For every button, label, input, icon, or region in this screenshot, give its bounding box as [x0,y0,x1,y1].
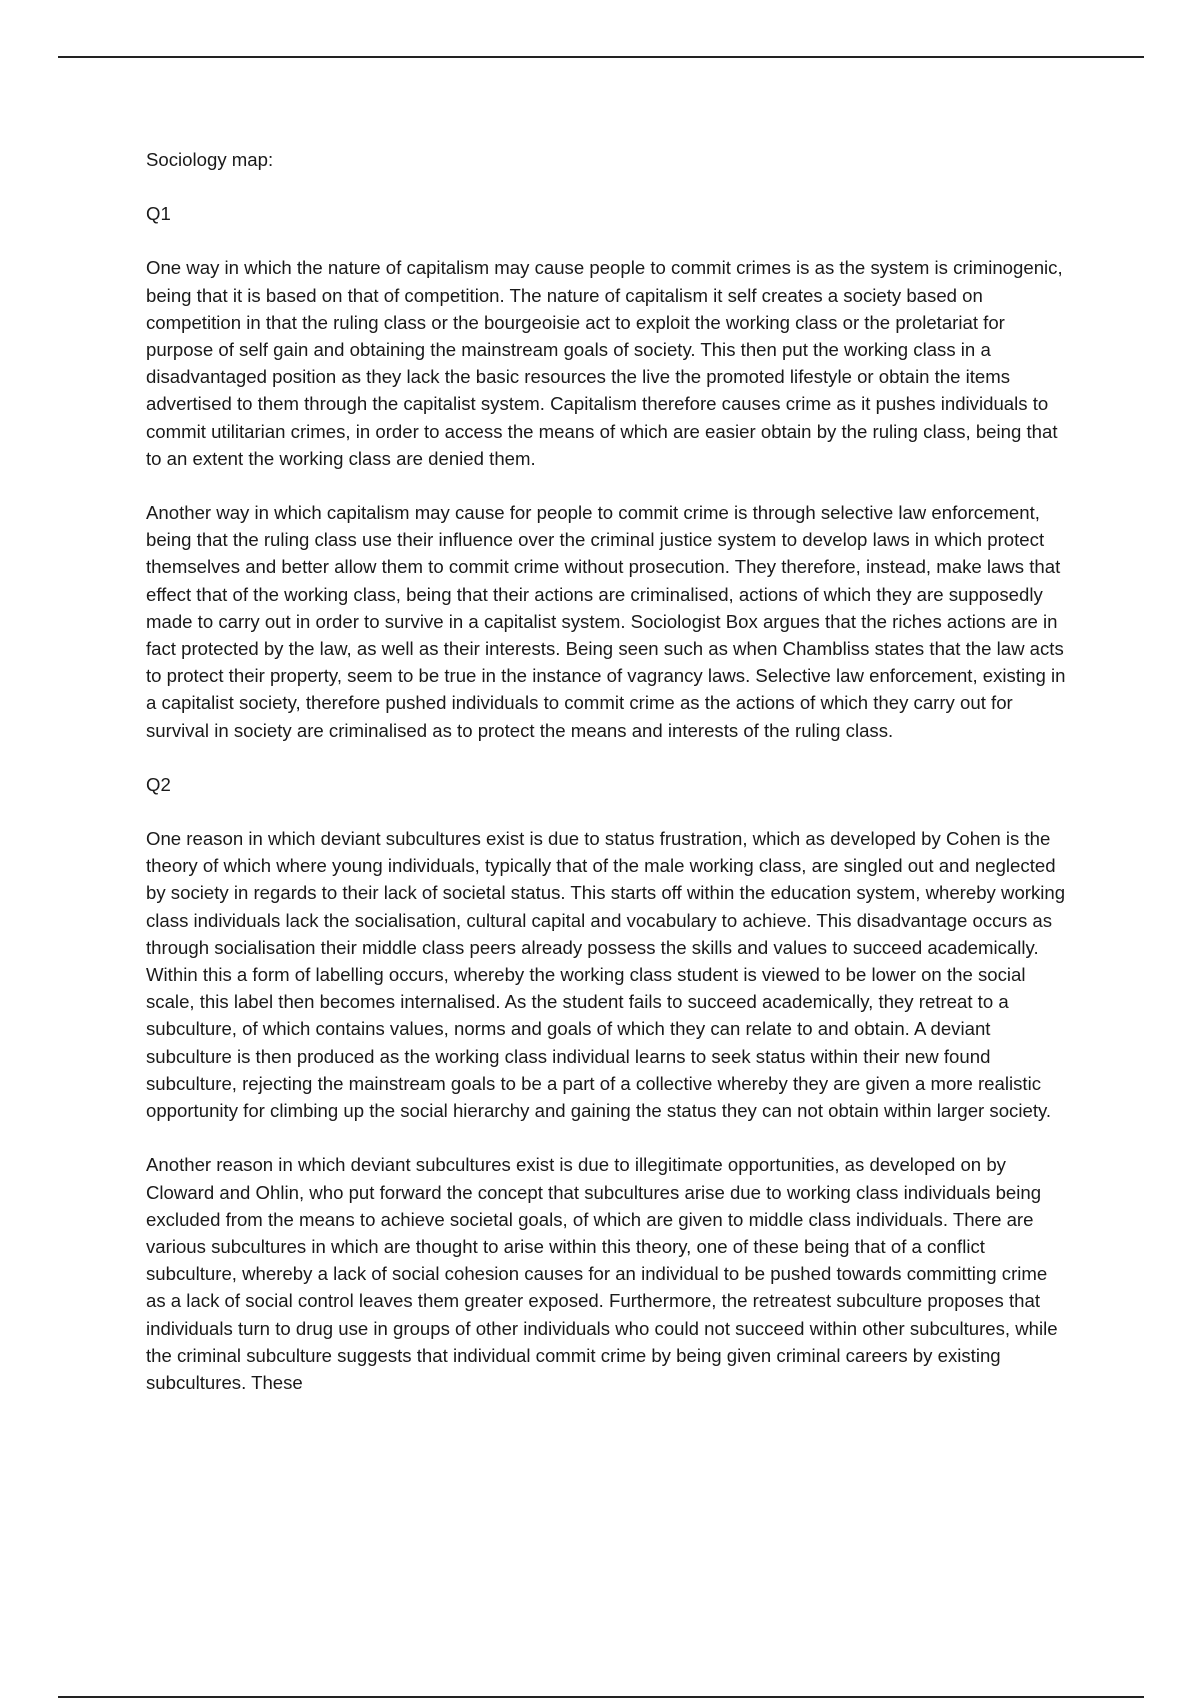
question-1-label: Q1 [146,203,171,225]
q1-paragraph-1: One way in which the nature of capitalism may cause people to commit crimes is as the system is criminogenic, being that it is based on that of competition. The nature of capitalism it self creates a society based on competition in that the ruling class or the bourgeoisie act to exploit the working class or the proletariat for purpose of self gain and obtaining the mainstream goals of society. This then put the working class in a disadvantaged position as they lack the basic resources the live the promoted lifestyle or obtain the items advertised to them through the capitalist system. Capitalism therefore causes crime as it pushes individuals to commit utilitarian crimes, in order to access the means of which are easier obtain by the ruling class, being that to an extent the working class are denied them. [146,257,1063,469]
q2-paragraph-1: One reason in which deviant subcultures exist is due to status frustration, which as developed by Cohen is the theory of which where young individuals, typically that of the male working class, are singled out and neglected by society in regards to their lack of societal status. This starts off within the education system, whereby working class individuals lack the socialisation, cultural capital and vocabulary to achieve. This disadvantage occurs as through socialisation their middle class peers already possess the skills and values to succeed academically. Within this a form of labelling occurs, whereby the working class student is viewed to be lower on the social scale, this label then becomes internalised. As the student fails to succeed academically, they retreat to a subculture, of which contains values, norms and goals of which they can relate to and obtain. A deviant subculture is then produced as the working class individual learns to seek status within their new found subculture, rejecting the mainstream goals to be a part of a collective whereby they are given a more realistic opportunity for climbing up the social hierarchy and gaining the status they can not obtain within larger society. [146,828,1066,1122]
footer-rule [58,1696,1144,1698]
q1-paragraph-2: Another way in which capitalism may cause for people to commit crime is through selective law enforcement, being that the ruling class use their influence over the criminal justice system to develop laws in which protect themselves and better allow them to commit crime without prosecution. They therefore, instead, make laws that effect that of the working class, being that their actions are criminalised, actions of which they are supposedly made to carry out in order to survive in a capitalist system. Sociologist Box argues that the riches actions are in fact protected by the law, as well as their interests. Being seen such as when Chambliss states that the law acts to protect their property, seem to be true in the instance of vagrancy laws. Selective law enforcement, existing in a capitalist society, therefore pushed individuals to commit crime as the actions of which they carry out for survival in society are criminalised as to protect the means and interests of the ruling class. [146,502,1066,741]
document-title: Sociology map: [146,149,274,170]
question-2-label: Q2 [146,773,171,795]
q2-paragraph-2: Another reason in which deviant subcultures exist is due to illegitimate opportunities, as developed on by Cloward and Ohlin, who put forward the concept that subcultures arise due to working class individuals being excluded from the means to achieve societal goals, of which are given to middle class individuals. There are various subcultures in which are thought to arise within this theory, one of these being that of a conflict subculture, whereby a lack of social cohesion causes for an individual to be pushed towards committing crime as a lack of social control leaves them greater exposed. Furthermore, the retreatest subculture proposes that individuals turn to drug use in groups of other individuals who could not succeed within other subcultures, while the criminal subculture suggests that individual commit crime by being given criminal careers by existing subcultures. These [146,1154,1058,1393]
document-body [146,146,1066,1396]
header-rule [58,56,1144,58]
